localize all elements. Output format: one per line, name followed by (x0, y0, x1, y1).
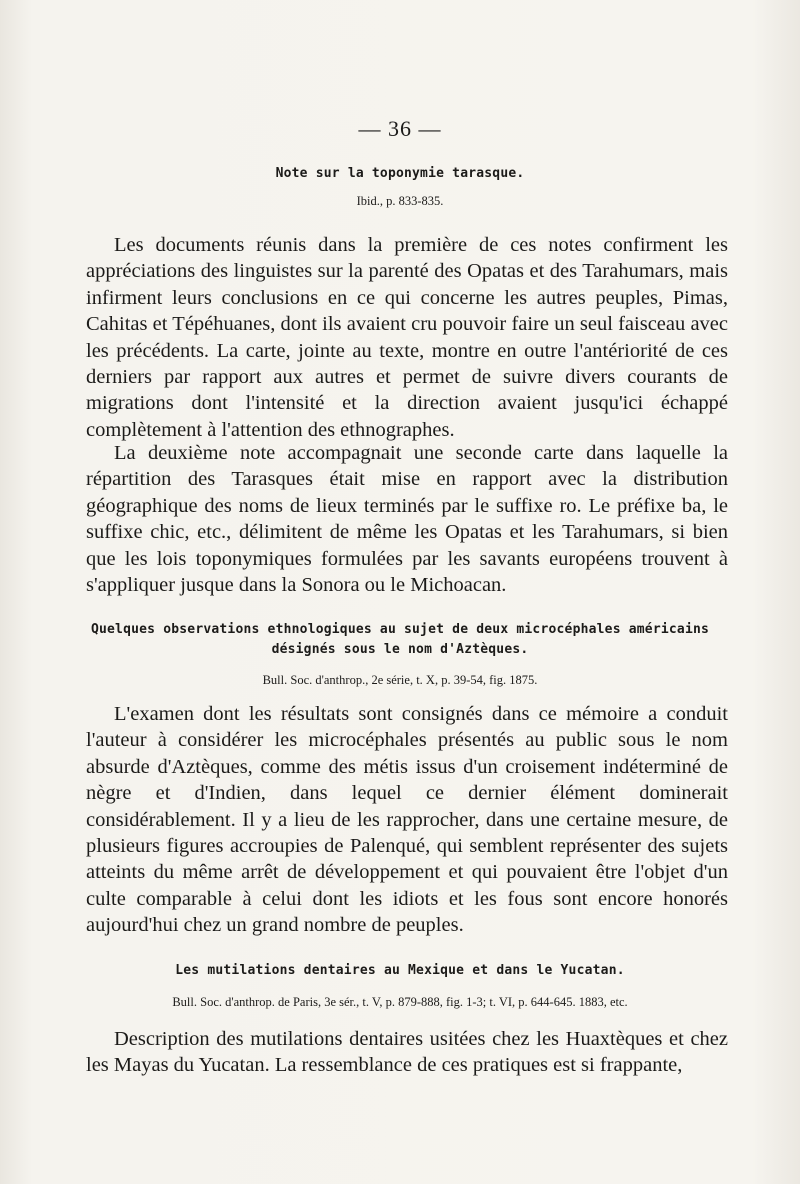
section-title-microcephales-line2: désignés sous le nom d'Aztèques. (271, 642, 529, 657)
section-title-mutilations: Les mutilations dentaires au Mexique et dans le Yucatan. (175, 963, 625, 978)
paragraph-microcephales: L'examen dont les résultats sont consignés dans ce mémoire a conduit l'auteur à considérer les microcéphales présentés au public sous le nom absurde d'Aztèques, comme des métis issus d'un croisement indéterminé de nègre et d'Indien, dans lequel ce dernier élément dominerait considérablement. Il y a lieu de les rapprocher, dans une certaine mesure, de plusieurs figures accroupies de Palenqué, qui semblent représenter des sujets atteints du même arrêt de développement et qui pouvaient être l'objet d'un culte comparable à celui dont les idiots et les fous sont encore honorés aujourd'hui chez un grand nombre de peuples. (86, 703, 728, 937)
section-title-microcephales-line1: Quelques observations ethnologiques au sujet de deux microcéphales américains (90, 622, 710, 637)
section-title-toponymie: Note sur la toponymie tarasque. (275, 166, 525, 181)
section-reference-toponymie: Ibid., p. 833-835. (356, 194, 444, 208)
section-reference-mutilations: Bull. Soc. d'anthrop. de Paris, 3e sér., t. V, p. 879-888, fig. 1-3; t. VI, p. 644-645. 1883, etc. (172, 995, 628, 1009)
page-number: — 36 — (358, 116, 442, 141)
section-reference-microcephales: Bull. Soc. d'anthrop., 2e série, t. X, p. 39-54, fig. 1875. (262, 673, 538, 687)
paragraph-mutilations: Description des mutilations dentaires usitées chez les Huaxtèques et chez les Mayas du Yucatan. La ressemblance de ces pratiques est si frappante, (86, 1028, 728, 1077)
paragraph-toponymie-1: Les documents réunis dans la première de ces notes confirment les appréciations des linguistes sur la parenté des Opatas et des Tarahumars, mais infirment leurs conclusions en ce qui concerne les autres peuples, Pimas, Cahitas et Tépéhuanes, dont ils avaient cru pouvoir faire un seul faisceau avec les précédents. La carte, jointe au texte, montre en outre l'antériorité de ces derniers par rapport aux autres et permet de suivre divers courants de migrations dont l'intensité et la direction avaient jusqu'ici échappé complètement à l'attention des ethnographes. (86, 234, 728, 441)
paragraph-toponymie-2: La deuxième note accompagnait une seconde carte dans laquelle la répartition des Tarasques était mise en rapport avec la distribution géographique des noms de lieux terminés par le suffixe ro. Le préfixe ba, le suffixe chic, etc., délimitent de même les Opatas et les Tarahumars, si bien que les lois toponymiques formulées par les savants européens trouvent à s'appliquer jusque dans la Sonora ou le Michoacan. (86, 442, 728, 597)
